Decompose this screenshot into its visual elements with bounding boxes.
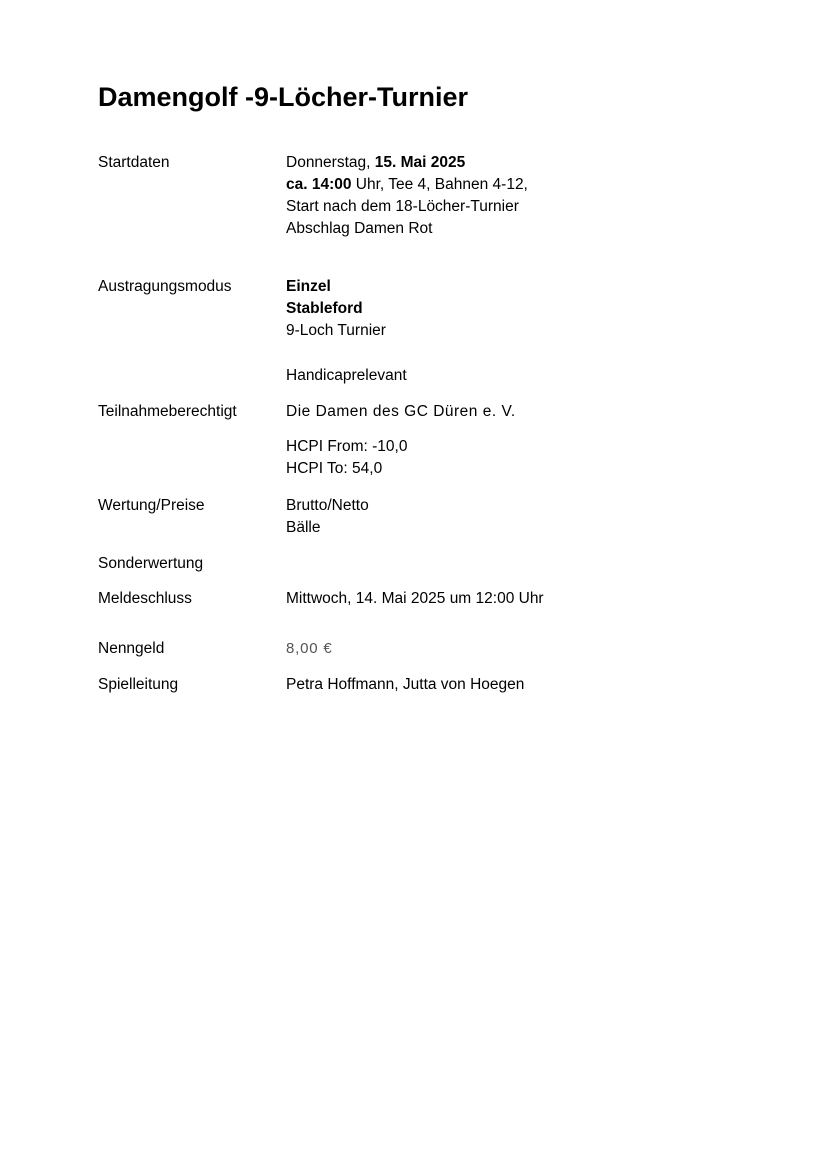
start-date: 15. Mai 2025 xyxy=(374,154,466,171)
label-meldeschluss: Meldeschluss xyxy=(98,590,192,607)
eligibility-text: Die Damen des GC Düren e. V. xyxy=(286,403,516,420)
label-wertung: Wertung/Preise xyxy=(98,497,205,514)
label-spielleitung: Spielleitung xyxy=(98,676,179,693)
mode-stableford: Stableford xyxy=(286,300,363,317)
page-title: Damengolf -9-Löcher-Turnier xyxy=(98,82,469,112)
prizes: Bälle xyxy=(286,519,321,536)
start-note: Start nach dem 18-Löcher-Turnier xyxy=(286,198,519,215)
start-tee-info: Uhr, Tee 4, Bahnen 4-12, xyxy=(351,176,528,193)
label-austragungsmodus: Austragungsmodus xyxy=(98,278,232,295)
scoring-type: Brutto/Netto xyxy=(286,497,369,514)
mode-einzel: Einzel xyxy=(286,278,331,295)
entry-fee: 8,00 € xyxy=(286,640,333,657)
mode-handicap: Handicaprelevant xyxy=(286,367,407,384)
hcpi-to: HCPI To: 54,0 xyxy=(286,460,383,477)
mode-holes: 9-Loch Turnier xyxy=(286,322,386,339)
start-tee-color: Abschlag Damen Rot xyxy=(286,220,433,237)
start-date-line xyxy=(286,152,465,174)
label-teilnahmeberechtigt: Teilnahmeberechtigt xyxy=(98,403,237,420)
label-nenngeld: Nenngeld xyxy=(98,640,165,657)
start-time: ca. 14:00 xyxy=(286,176,352,193)
label-startdaten: Startdaten xyxy=(98,154,170,171)
registration-deadline: Mittwoch, 14. Mai 2025 um 12:00 Uhr xyxy=(286,590,544,607)
hcpi-from: HCPI From: -10,0 xyxy=(286,438,408,455)
start-time-line xyxy=(286,174,528,196)
label-sonderwertung: Sonderwertung xyxy=(98,555,204,572)
tournament-directors: Petra Hoffmann, Jutta von Hoegen xyxy=(286,676,525,693)
start-weekday: Donnerstag, xyxy=(286,154,375,171)
